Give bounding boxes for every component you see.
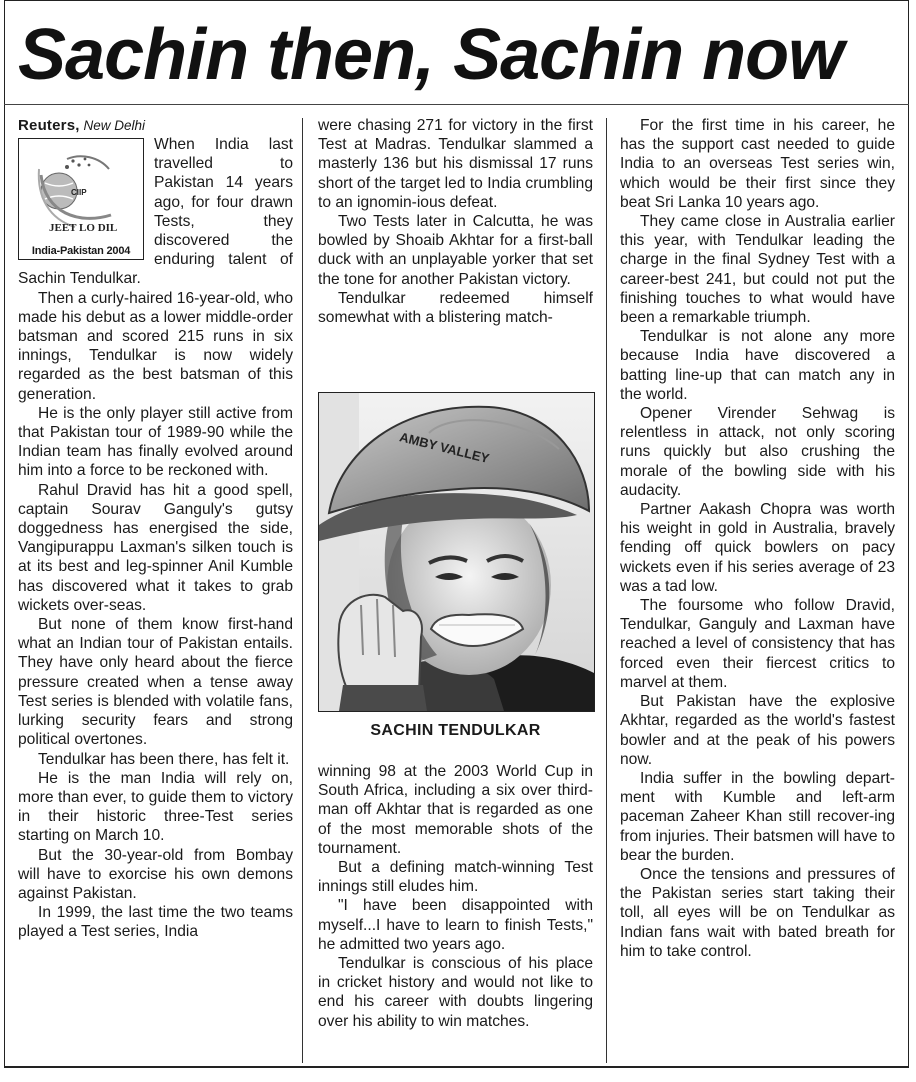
column-2-bottom-paragraphs	[318, 762, 593, 1031]
page-right-rule	[908, 0, 909, 1066]
cap-text: AMBY VALLEY	[398, 429, 491, 467]
portrait-illustration-icon	[319, 393, 594, 711]
series-logo	[18, 138, 144, 260]
article-paragraph: were chasing 271 for victory in the first Test at Madras. Tendulkar slammed a masterly 136 but his dismissal 17 runs short of the target led to India crumbling to an ignomin-ious defeat.	[318, 117, 593, 211]
article-paragraph: The foursome who follow Dravid, Tendulkar, Ganguly and Laxman have reached a level of consistency that has forced even their fiercest critics to marvel at them.	[620, 597, 895, 691]
article-paragraph: Once the tensions and pressures of the Pakistan series start taking their toll, all eyes will be on Tendulkar as Indian fans wait with bated breath for him to take control.	[620, 865, 895, 960]
column-3	[620, 116, 895, 961]
article-paragraph: "I have been disappointed with myself...I have to learn to finish Tests," he admitted two years ago.	[318, 897, 593, 953]
headline: Sachin then, Sachin now	[18, 15, 844, 95]
article-paragraph: Rahul Dravid has hit a good spell, captain Sourav Ganguly's gutsy doggedness has energised the side, Vangipurappu Laxman's silken touch is at its best and leg-spinner Anil Kumble has discovered what it takes to grab wickets over-seas.	[18, 481, 293, 614]
article-paragraph: But none of them know first-hand what an Indian tour of Pakistan entails. They have only heard about the fierce pressure created when a tense away Test series is blended with volatile fans, lurking security fears and strong political overtones.	[18, 616, 293, 749]
page-left-rule	[4, 0, 5, 1066]
article-paragraph: Tendulkar is conscious of his place in cricket history and would not like to end his career with doubts lingering over his ability to win matches.	[318, 955, 593, 1030]
column-separator-2	[606, 118, 607, 1063]
article-paragraph: Tendulkar redeemed himself somewhat with a blistering match-	[318, 289, 593, 327]
player-photo	[318, 392, 595, 712]
logo-caption: India-Pakistan 2004	[31, 245, 131, 257]
article-paragraph: India suffer in the bowling depart-ment with Kumble and left-arm paceman Zaheer Khan still recover-ing from injuries. Their batsmen will have to bear the burden.	[620, 769, 895, 864]
article-paragraph: Tendulkar is not alone any more because India have discovered a batting line-up that can match any in the world.	[620, 328, 895, 403]
column-3-paragraphs	[620, 116, 895, 961]
column-separator-1	[302, 118, 303, 1063]
headline-rule	[4, 104, 909, 105]
article-paragraph: Opener Virender Sehwag is relentless in attack, not only scoring runs quickly but also crushing the morale of the bowling side with his audacity.	[620, 405, 895, 499]
logo-brand-text: JEET LO DIL	[49, 222, 118, 234]
column-1	[18, 116, 293, 942]
article-paragraph: He is the only player still active from that Pakistan tour of 1989-90 while the Indian team has finally evolved around him into a force to be reckoned with.	[18, 404, 293, 480]
article-paragraph: Two Tests later in Calcutta, he was bowled by Shoaib Akhtar for a first-ball duck with an unplayable yorker that set the tone for another Pakistan victory.	[318, 213, 593, 288]
article-paragraph: He is the man India will rely on, more than ever, to guide them to victory in their historic three-Test series starting on March 10.	[18, 769, 293, 845]
byline-agency: Reuters,	[18, 117, 80, 134]
cricket-ball-logo-icon	[19, 139, 143, 259]
article-paragraph: But Pakistan have the explosive Akhtar, regarded as the world's fastest bowler and at the peak of his powers now.	[620, 693, 895, 768]
article-paragraph: But a defining match-winning Test innings still eludes him.	[318, 859, 593, 896]
column-2-top	[318, 116, 593, 327]
article-paragraph: When India last travelled to Pakistan 14 years ago, for four drawn Tests, they discovered the enduring talent of Sachin Tendulkar.	[18, 136, 293, 288]
photo-caption: SACHIN TENDULKAR	[370, 722, 541, 739]
article-paragraph: They came close in Australia earlier this year, with Tendulkar leading the charge in the final Sydney Test with a career-best 241, but could not put the finishing touches to what would have been a remarkable triumph.	[620, 213, 895, 327]
byline	[18, 116, 293, 135]
column-2-bottom	[318, 762, 593, 1031]
byline-place: New Delhi	[83, 118, 146, 133]
article-paragraph: Then a curly-haired 16-year-old, who made his debut as a lower middle-order batsman and scored 215 runs in six innings, Tendulkar is now widely regarded as the best batsman of this generation.	[18, 289, 293, 403]
page-bottom-rule	[4, 1066, 909, 1068]
logo-badge-text: CIIP	[71, 188, 87, 197]
page-top-rule	[4, 0, 909, 1]
article-paragraph: winning 98 at the 2003 World Cup in South Africa, including a six over third-man off Akhtar that is regarded as one of the most memorable shots of the tournament.	[318, 763, 593, 857]
column-2-top-paragraphs	[318, 116, 593, 327]
article-paragraph: Partner Aakash Chopra was worth his weight in gold in Australia, bravely fending off quick bowlers on pacy wickets even if his series average of 23 was a tad low.	[620, 501, 895, 595]
article-paragraph: Tendulkar has been there, has felt it.	[38, 750, 290, 768]
article-paragraph: For the first time in his career, he has the support cast needed to guide India to an overseas Test series win, which would be their first since they beat Sri Lanka 10 years ago.	[620, 117, 895, 211]
article-paragraph: In 1999, the last time the two teams played a Test series, India	[18, 904, 293, 941]
article-paragraph: But the 30-year-old from Bombay will have to exorcise his own demons against Pakistan.	[18, 846, 293, 902]
